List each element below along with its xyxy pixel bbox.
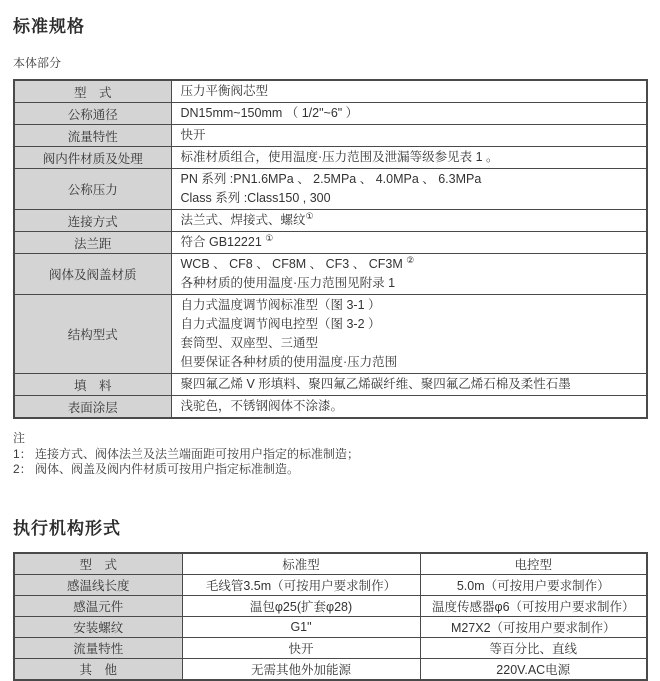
notes-block — [13, 431, 648, 478]
spec-row — [14, 254, 647, 295]
spec-row-value — [171, 396, 647, 419]
value-line — [181, 334, 638, 353]
actuator-row — [14, 658, 647, 680]
value-line — [181, 189, 638, 208]
spec-row-value — [171, 103, 647, 125]
spec-row — [14, 396, 647, 419]
actuator-row-label: 其 他 — [14, 658, 182, 680]
actuator-header-label: 型 式 — [14, 553, 182, 575]
value-text: 自力式温度调节阀标准型（图 3-1 ） — [180, 298, 381, 312]
value-text: 快开 — [180, 128, 206, 142]
value-text: DN15mm~150mm （ 1/2"~6" ） — [180, 106, 359, 120]
spec-row-label: 型 式 — [14, 80, 171, 103]
actuator-row-value: 温包φ25(扩套φ28) — [182, 595, 420, 616]
spec-row — [14, 210, 647, 232]
actuator-row-value: 毛线管3.5m（可按用户要求制作） — [182, 574, 420, 595]
value-line — [181, 255, 638, 274]
spec-row-label: 公称压力 — [14, 169, 171, 210]
note-ref-superscript: ① — [305, 210, 314, 221]
actuator-spec-table — [13, 552, 648, 681]
value-text: 压力平衡阀芯型 — [180, 84, 269, 98]
value-text: 聚四氟乙烯 V 形填料、聚四氟乙烯碳纤维、聚四氟乙烯石棉及柔性石墨 — [180, 377, 571, 391]
value-line — [181, 397, 638, 416]
actuator-row-value: 220V.AC电源 — [420, 658, 647, 680]
value-line — [181, 170, 638, 189]
spec-row-value — [171, 232, 647, 254]
actuator-table-wrap — [13, 552, 648, 681]
spec-row-value — [171, 295, 647, 374]
note-ref-superscript: ① — [265, 232, 274, 243]
spec-row-value — [171, 210, 647, 232]
spec-row-label: 阀体及阀盖材质 — [14, 254, 171, 295]
actuator-column-header: 标准型 — [182, 553, 420, 575]
spec-row-value — [171, 147, 647, 169]
value-line — [181, 233, 638, 252]
actuator-row-label: 感温元件 — [14, 595, 182, 616]
spec-row — [14, 374, 647, 396]
spec-row-label: 填 料 — [14, 374, 171, 396]
spec-row — [14, 125, 647, 147]
spec-row-label: 结构型式 — [14, 295, 171, 374]
page-title-standard-spec: 标准规格 — [13, 17, 85, 36]
value-line — [181, 274, 638, 293]
spec-row-label: 流量特性 — [14, 125, 171, 147]
actuator-row-value: G1" — [182, 616, 420, 637]
actuator-row-value: 无需其他外加能源 — [182, 658, 420, 680]
actuator-row-value: 等百分比、直线 — [420, 637, 647, 658]
actuator-table-head — [14, 553, 647, 575]
actuator-row-value: M27X2（可按用户要求制作） — [420, 616, 647, 637]
spec-row-value — [171, 169, 647, 210]
spec-row-label: 公称通径 — [14, 103, 171, 125]
notes-heading: 注 — [13, 431, 26, 445]
actuator-row-value: 温度传感器φ6（可按用户要求制作） — [420, 595, 647, 616]
spec-row-label: 表面涂层 — [14, 396, 171, 419]
value-line — [181, 104, 638, 123]
actuator-row-value: 5.0m（可按用户要求制作） — [420, 574, 647, 595]
actuator-row — [14, 616, 647, 637]
note-ref-superscript: ② — [406, 254, 415, 265]
body-spec-table-body — [14, 80, 647, 418]
actuator-row-value: 快开 — [182, 637, 420, 658]
actuator-row-label: 流量特性 — [14, 637, 182, 658]
spec-row — [14, 103, 647, 125]
value-text: 标准材质组合，使用温度·压力范围及泄漏等级参见表 1 。 — [180, 150, 499, 164]
value-text: 自力式温度调节阀电控型（图 3-2 ） — [180, 317, 381, 331]
spec-row — [14, 232, 647, 254]
note-line-1: 1： 连接方式、阀体法兰及法兰端面距可按用户指定的标准制造； — [13, 446, 360, 461]
value-text: WCB 、 CF8 、 CF8M 、 CF3 、 CF3M — [180, 257, 407, 271]
value-line — [181, 296, 638, 315]
value-line — [181, 148, 638, 167]
value-text: 套筒型、双座型、三通型 — [180, 336, 319, 350]
note-line-2: 2： 阀体、阀盖及阀内件材质可按用户指定标准制造。 — [13, 462, 300, 476]
value-text: 但要保证各种材质的使用温度·压力范围 — [180, 355, 398, 369]
value-text: PN 系列 :PN1.6MPa 、 2.5MPa 、 4.0MPa 、 6.3MPa — [180, 172, 482, 186]
spec-row — [14, 80, 647, 103]
value-text: 符合 GB12221 — [180, 235, 266, 249]
actuator-row — [14, 637, 647, 658]
value-text: Class 系列 :Class150 , 300 — [180, 191, 331, 205]
value-line — [181, 211, 638, 230]
value-line — [181, 82, 638, 101]
value-line — [181, 315, 638, 334]
actuator-header-row — [14, 553, 647, 575]
actuator-row-label: 安装螺纹 — [14, 616, 182, 637]
value-text: 各种材质的使用温度·压力范围见附录 1 — [180, 276, 396, 290]
actuator-row-label: 感温线长度 — [14, 574, 182, 595]
spec-row-label: 法兰距 — [14, 232, 171, 254]
spec-row-value — [171, 374, 647, 396]
spec-row — [14, 169, 647, 210]
spec-row-label: 阀内件材质及处理 — [14, 147, 171, 169]
spec-row-value — [171, 80, 647, 103]
spec-row-value — [171, 125, 647, 147]
value-line — [181, 375, 638, 394]
body-part-subtitle: 本体部分 — [13, 56, 62, 70]
value-text: 浅驼色，不锈钢阀体不涂漆。 — [180, 399, 344, 413]
actuator-column-header: 电控型 — [420, 553, 647, 575]
page-title-actuator-form: 执行机构形式 — [13, 518, 121, 538]
body-spec-table — [13, 79, 648, 419]
actuator-row — [14, 595, 647, 616]
spec-row — [14, 147, 647, 169]
value-line — [181, 353, 638, 372]
spec-row-value — [171, 254, 647, 295]
value-line — [181, 126, 638, 145]
value-text: 法兰式、焊接式、螺纹 — [180, 213, 306, 227]
spec-row-label: 连接方式 — [14, 210, 171, 232]
actuator-table-body — [14, 574, 647, 680]
spec-row — [14, 295, 647, 374]
actuator-row — [14, 574, 647, 595]
